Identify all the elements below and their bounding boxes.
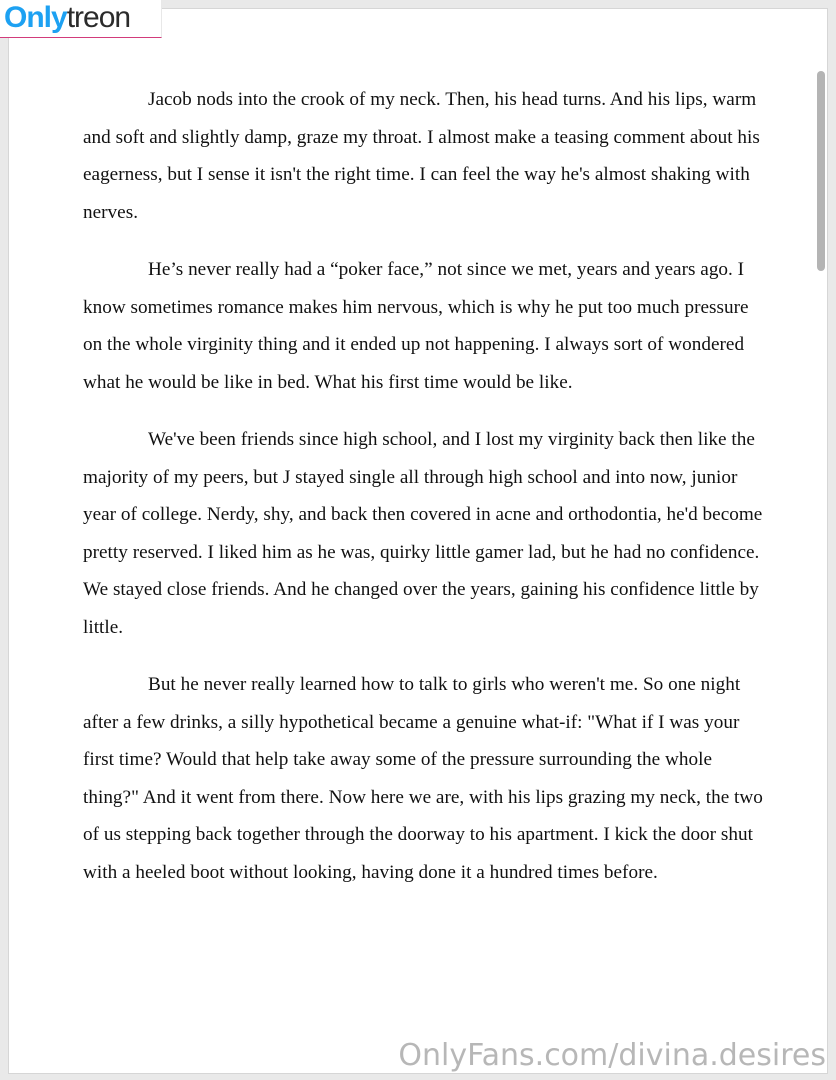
paragraph-2: He’s never really had a “poker face,” not since we met, years and years ago. I know sometimes romance makes him nervous, which is why he put too much pressure on the whole virginity thing and it ended up not happening. I always sort of wondered what he would be like in bed. What his first time would be like. (83, 259, 749, 393)
logo-text (4, 0, 130, 36)
logo-treon-text: treon (66, 1, 131, 34)
paragraph-3: We've been friends since high school, and I lost my virginity back then like the majority of my peers, but J stayed single all through high school and into now, junior year of college. Nerdy, shy, and back then covered in acne and orthodontia, he'd become pretty reserved. I liked him as he was, quirky little gamer lad, but he had no confidence. We stayed close friends. And he changed over the years, gaining his confidence little by little. (83, 429, 763, 638)
document-body (83, 81, 763, 911)
vertical-scrollbar[interactable] (817, 71, 825, 271)
paragraph-4: But he never really learned how to talk to girls who weren't me. So one night after a few drinks, a silly hypothetical became a genuine what-if: "What if I was your first time? Would that help take away some of the pressure surrounding the whole thing?" And it went from there. Now here we are, with his lips grazing my neck, the two of us stepping back together through the doorway to his apartment. I kick the door shut with a heeled boot without looking, having done it a hundred times before. (83, 674, 763, 883)
logo-only-text: Only (4, 1, 67, 34)
watermark: OnlyFans.com/divina.desires (398, 1038, 826, 1073)
document-page (8, 8, 828, 1074)
site-logo (0, 0, 162, 38)
paragraph-1: Jacob nods into the crook of my neck. Then, his head turns. And his lips, warm and soft and slightly damp, graze my throat. I almost make a teasing comment about his eagerness, but I sense it isn't the right time. I can feel the way he's almost shaking with nerves. (83, 89, 760, 223)
